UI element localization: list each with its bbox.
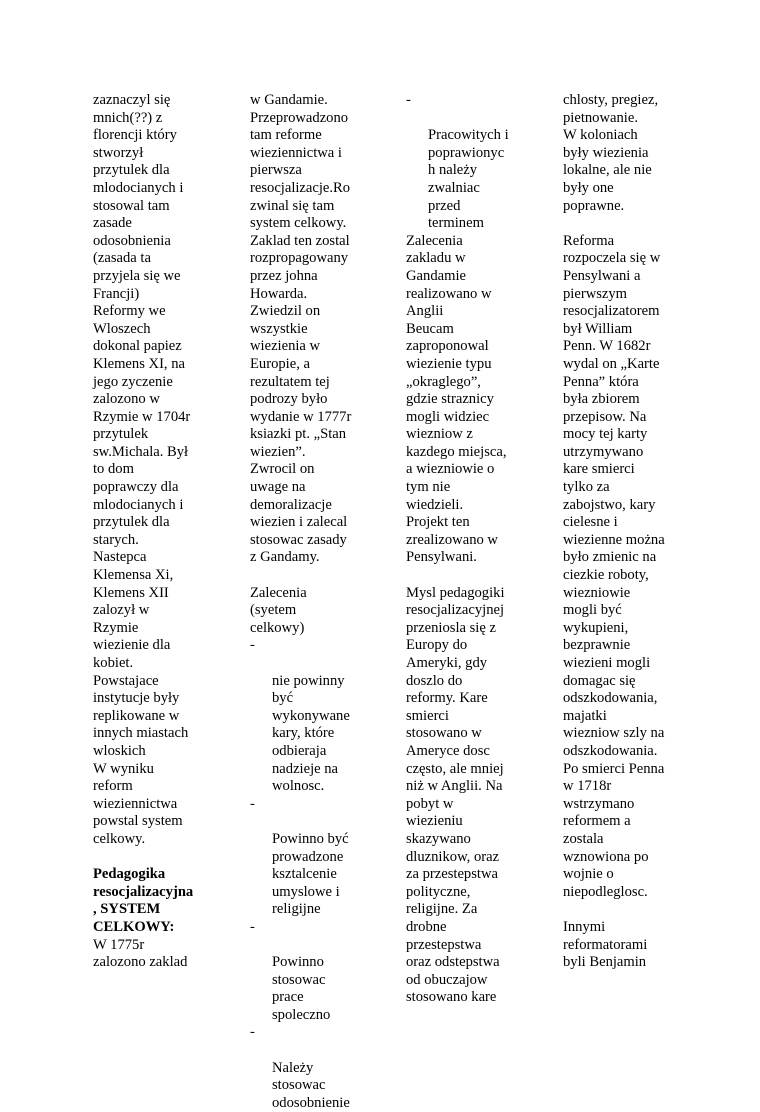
- dash-list: [250, 637, 365, 1112]
- text-column-2: [250, 92, 365, 1112]
- dash-bullet: -: [250, 1024, 255, 1041]
- dash-bullet: -: [250, 637, 255, 654]
- dash-bullet: -: [406, 92, 411, 108]
- paragraph: zaznaczyl się mnich(??) z florencji który stworzył przytulek dla mlodocianych i stosowal tam zasade odosobnienia (zasada ta przyjela się we Francji) Reformy we Wloszech dokonal papiez Klemens XI, na jego zyczenie zalozono w Rzymie w 1704r przytulek sw.Michala. Był to dom poprawczy dla mlodocianych i przytulek dla starych. Nastepca Klemensa Xi, Klemens XII zalozył w Rzymie wiezienie dla kobiet. Powstajace instytucje były replikowane w innych miastach wloskich W wyniku reform wieziennictwa powstal system celkowy.: [93, 92, 191, 847]
- paragraph: Zalecenia zakladu w Gandamie realizowano w Anglii Beucam zaproponowal wiezienie typu „okraglego”, gdzie straznicy mogli widziec wiezniow z kazdego miejsca, a wiezniowie o tym nie wiedzieli. Projekt ten zrealizowano w Pensylwani.: [406, 232, 507, 566]
- paragraph-gap: [250, 567, 365, 585]
- dash-bullet: -: [250, 918, 255, 935]
- paragraph-gap: [563, 215, 677, 233]
- list-item: [250, 637, 365, 795]
- list-item: [250, 1024, 365, 1112]
- list-item: [250, 796, 365, 919]
- text-column-3: [406, 92, 522, 1007]
- text-column-4: [563, 92, 677, 972]
- paragraph-gap: [406, 567, 522, 585]
- list-item-text: Powinno być prowadzone ksztalcenie umyslowe i religijne: [272, 830, 349, 918]
- paragraph-gap: [563, 901, 677, 919]
- paragraph: Reforma rozpoczela się w Pensylwani a pierwszym resocjalizatorem był William Penn. W 1682r wydal on „Karte Penna” która była zbiorem przepisow. Na mocy tej karty utrzymywano kare smierci tylko za zabojstwo, kary cielesne i wiezienne można było zmienic na ciezkie roboty, wiezniowie mogli być wykupieni, bezprawnie wiezieni mogli domagac się odszkodowania, majatki wiezniow szly na odszkodowania. Po smierci Penna w 1718r wstrzymano reformem a zostala wznowiona po wojnie o niepodleglosc.: [563, 232, 665, 900]
- text-column-1: [93, 92, 208, 972]
- paragraph: Zalecenia (syetem celkowy): [250, 584, 307, 636]
- paragraph: Innymi reformatorami byli Benjamin: [563, 918, 648, 971]
- section-heading: Pedagogika resocjalizacyjna , SYSTEM CELKOWY:: [93, 866, 194, 935]
- list-item-text: Należy stosowac odosobnienie: [272, 1059, 350, 1111]
- paragraph: W 1775r zalozono zaklad: [93, 936, 188, 971]
- list-item-text: Pracowitych i poprawionyc h należy zwalniac przed terminem: [428, 127, 509, 232]
- list-item: [250, 919, 365, 1025]
- list-item-text: nie powinny być wykonywane kary, które odbieraja nadzieje na wolnosc.: [272, 672, 350, 795]
- paragraph-gap: [93, 849, 208, 867]
- dash-bullet: -: [250, 795, 255, 812]
- paragraph: w Gandamie. Przeprowadzono tam reforme wieziennictwa i pierwsza resocjalizacje.Ro zwinal się tam system celkowy. Zaklad ten zostal rozpropagowany przez johna Howarda. Zwiedzil on wszystkie wiezienia w Europie, a rezultatem tej podrozy było wydanie w 1777r ksiazki pt. „Stan wiezien”. Zwrocil on uwage na demoralizacje wiezien i zalecal stosowac zasady z Gandamy.: [250, 92, 352, 566]
- list-item: [406, 92, 522, 233]
- paragraph: chlosty, pregiez, pietnowanie. W koloniach były wiezienia lokalne, ale nie były one poprawne.: [563, 92, 659, 214]
- paragraph: Mysl pedagogiki resocjalizacyjnej przeniosla się z Europy do Ameryki, gdy doszlo do reformy. Kare smierci stosowano w Ameryce dosc często, ale mniej niż w Anglii. Na pobyt w wiezieniu skazywano dluznikow, oraz za przestepstwa polityczne, religijne. Za drobne przestepstwa oraz odstepstwa od obuczajow stosowano kare: [406, 584, 505, 1006]
- list-item-text: Powinno stosowac prace spoleczno: [272, 954, 331, 1023]
